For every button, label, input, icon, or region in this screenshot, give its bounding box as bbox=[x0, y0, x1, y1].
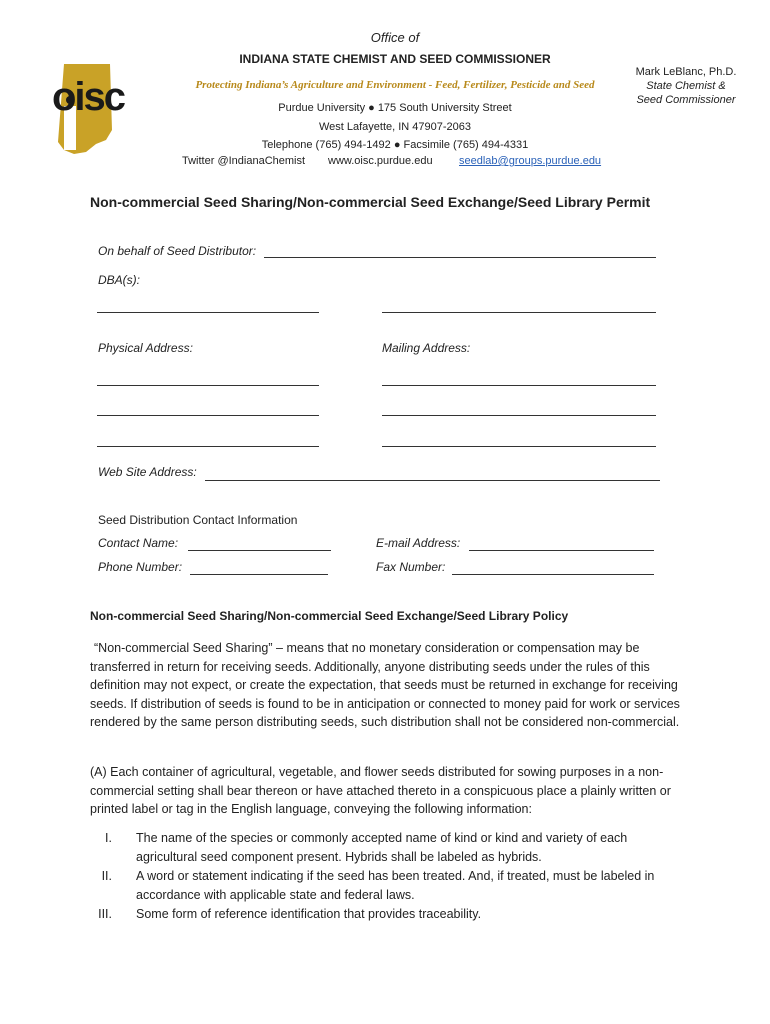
mailing-address-line-3[interactable] bbox=[382, 446, 656, 447]
contact-name-label: Contact Name: bbox=[98, 536, 179, 550]
on-behalf-field[interactable] bbox=[264, 257, 656, 258]
phone-fax-line: Telephone (765) 494-1492 ● Facsimile (765) 494-4331 bbox=[261, 139, 529, 151]
email-address-label: E-mail Address: bbox=[376, 536, 461, 550]
official-title-2: Seed Commissioner bbox=[636, 94, 736, 106]
list-item bbox=[90, 829, 680, 866]
policy-list bbox=[90, 829, 680, 924]
physical-address-label: Physical Address: bbox=[98, 341, 193, 355]
address-line-1: Purdue University ● 175 South University Street bbox=[278, 102, 512, 114]
list-item-number: II. bbox=[101, 869, 112, 883]
dba-field-1[interactable] bbox=[97, 312, 319, 313]
list-item-text: Some form of reference identification that provides traceability. bbox=[136, 907, 482, 921]
policy-paragraph-2: (A) Each container of agricultural, vegetable, and flower seeds distributed for sowing purposes in a non-commercial setting shall bear thereon or have attached thereto in a conspicuous place a plainly written or printed label or tag in the English language, conveying the following information: bbox=[90, 765, 671, 816]
physical-address-line-1[interactable] bbox=[97, 385, 319, 386]
form-title: Non-commercial Seed Sharing/Non-commercial Seed Exchange/Seed Library Permit bbox=[90, 194, 651, 210]
email-link[interactable]: seedlab@groups.purdue.edu bbox=[459, 155, 602, 167]
website-address-label: Web Site Address: bbox=[98, 465, 197, 479]
phone-number-field[interactable] bbox=[190, 574, 328, 575]
official-title-1: State Chemist & bbox=[646, 80, 726, 92]
list-item bbox=[90, 867, 680, 904]
website-link[interactable]: www.oisc.purdue.edu bbox=[328, 155, 433, 167]
list-item-text: A word or statement indicating if the seed has been treated. And, if treated, must be labeled in accordance with applicable state and federal laws. bbox=[136, 869, 655, 902]
list-item-number: I. bbox=[105, 831, 112, 845]
office-of: Office of bbox=[370, 30, 420, 45]
agency-name: INDIANA STATE CHEMIST AND SEED COMMISSIONER bbox=[239, 52, 551, 66]
policy-paragraph-1: “Non-commercial Seed Sharing” – means that no monetary consideration or compensation may be transferred in return for receiving seeds. Additionally, anyone distributing seeds under the rules of this definition may not expect, or create the expectation, that seeds must be returned in exchange for receiving seeds. If distribution of seeds is found to be in anticipation or connected to money paid for work or services rendered by the same person distributing seeds, such distribution shall not be considered non-commercial. bbox=[90, 641, 680, 729]
logo-text: oisc bbox=[51, 75, 125, 119]
mailing-address-line-1[interactable] bbox=[382, 385, 656, 386]
official-name: Mark LeBlanc, Ph.D. bbox=[635, 66, 737, 78]
phone-number-label: Phone Number: bbox=[98, 560, 183, 574]
contact-name-field[interactable] bbox=[188, 550, 331, 551]
fax-number-field[interactable] bbox=[452, 574, 654, 575]
list-item-number: III. bbox=[98, 907, 112, 921]
dba-label: DBA(s): bbox=[98, 273, 140, 287]
list-item bbox=[90, 905, 680, 924]
email-address-field[interactable] bbox=[469, 550, 654, 551]
on-behalf-label: On behalf of Seed Distributor: bbox=[98, 244, 257, 258]
oisc-logo bbox=[34, 60, 142, 156]
contact-heading: Seed Distribution Contact Information bbox=[98, 513, 298, 527]
twitter-handle: Twitter @IndianaChemist bbox=[182, 155, 306, 167]
tagline: Protecting Indiana’s Agriculture and Environment - Feed, Fertilizer, Pesticide and Seed bbox=[195, 79, 595, 91]
mailing-address-line-2[interactable] bbox=[382, 415, 656, 416]
list-item-text: The name of the species or commonly accepted name of kind or kind and variety of each agricultural seed component present. Hybrids shall be labeled as hybrids. bbox=[136, 831, 628, 864]
physical-address-line-3[interactable] bbox=[97, 446, 319, 447]
policy-heading: Non-commercial Seed Sharing/Non-commercial Seed Exchange/Seed Library Policy bbox=[90, 609, 569, 623]
fax-number-label: Fax Number: bbox=[376, 560, 446, 574]
physical-address-line-2[interactable] bbox=[97, 415, 319, 416]
dba-field-2[interactable] bbox=[382, 312, 656, 313]
mailing-address-label: Mailing Address: bbox=[382, 341, 471, 355]
website-address-field[interactable] bbox=[205, 480, 660, 481]
address-line-2: West Lafayette, IN 47907-2063 bbox=[318, 121, 472, 133]
